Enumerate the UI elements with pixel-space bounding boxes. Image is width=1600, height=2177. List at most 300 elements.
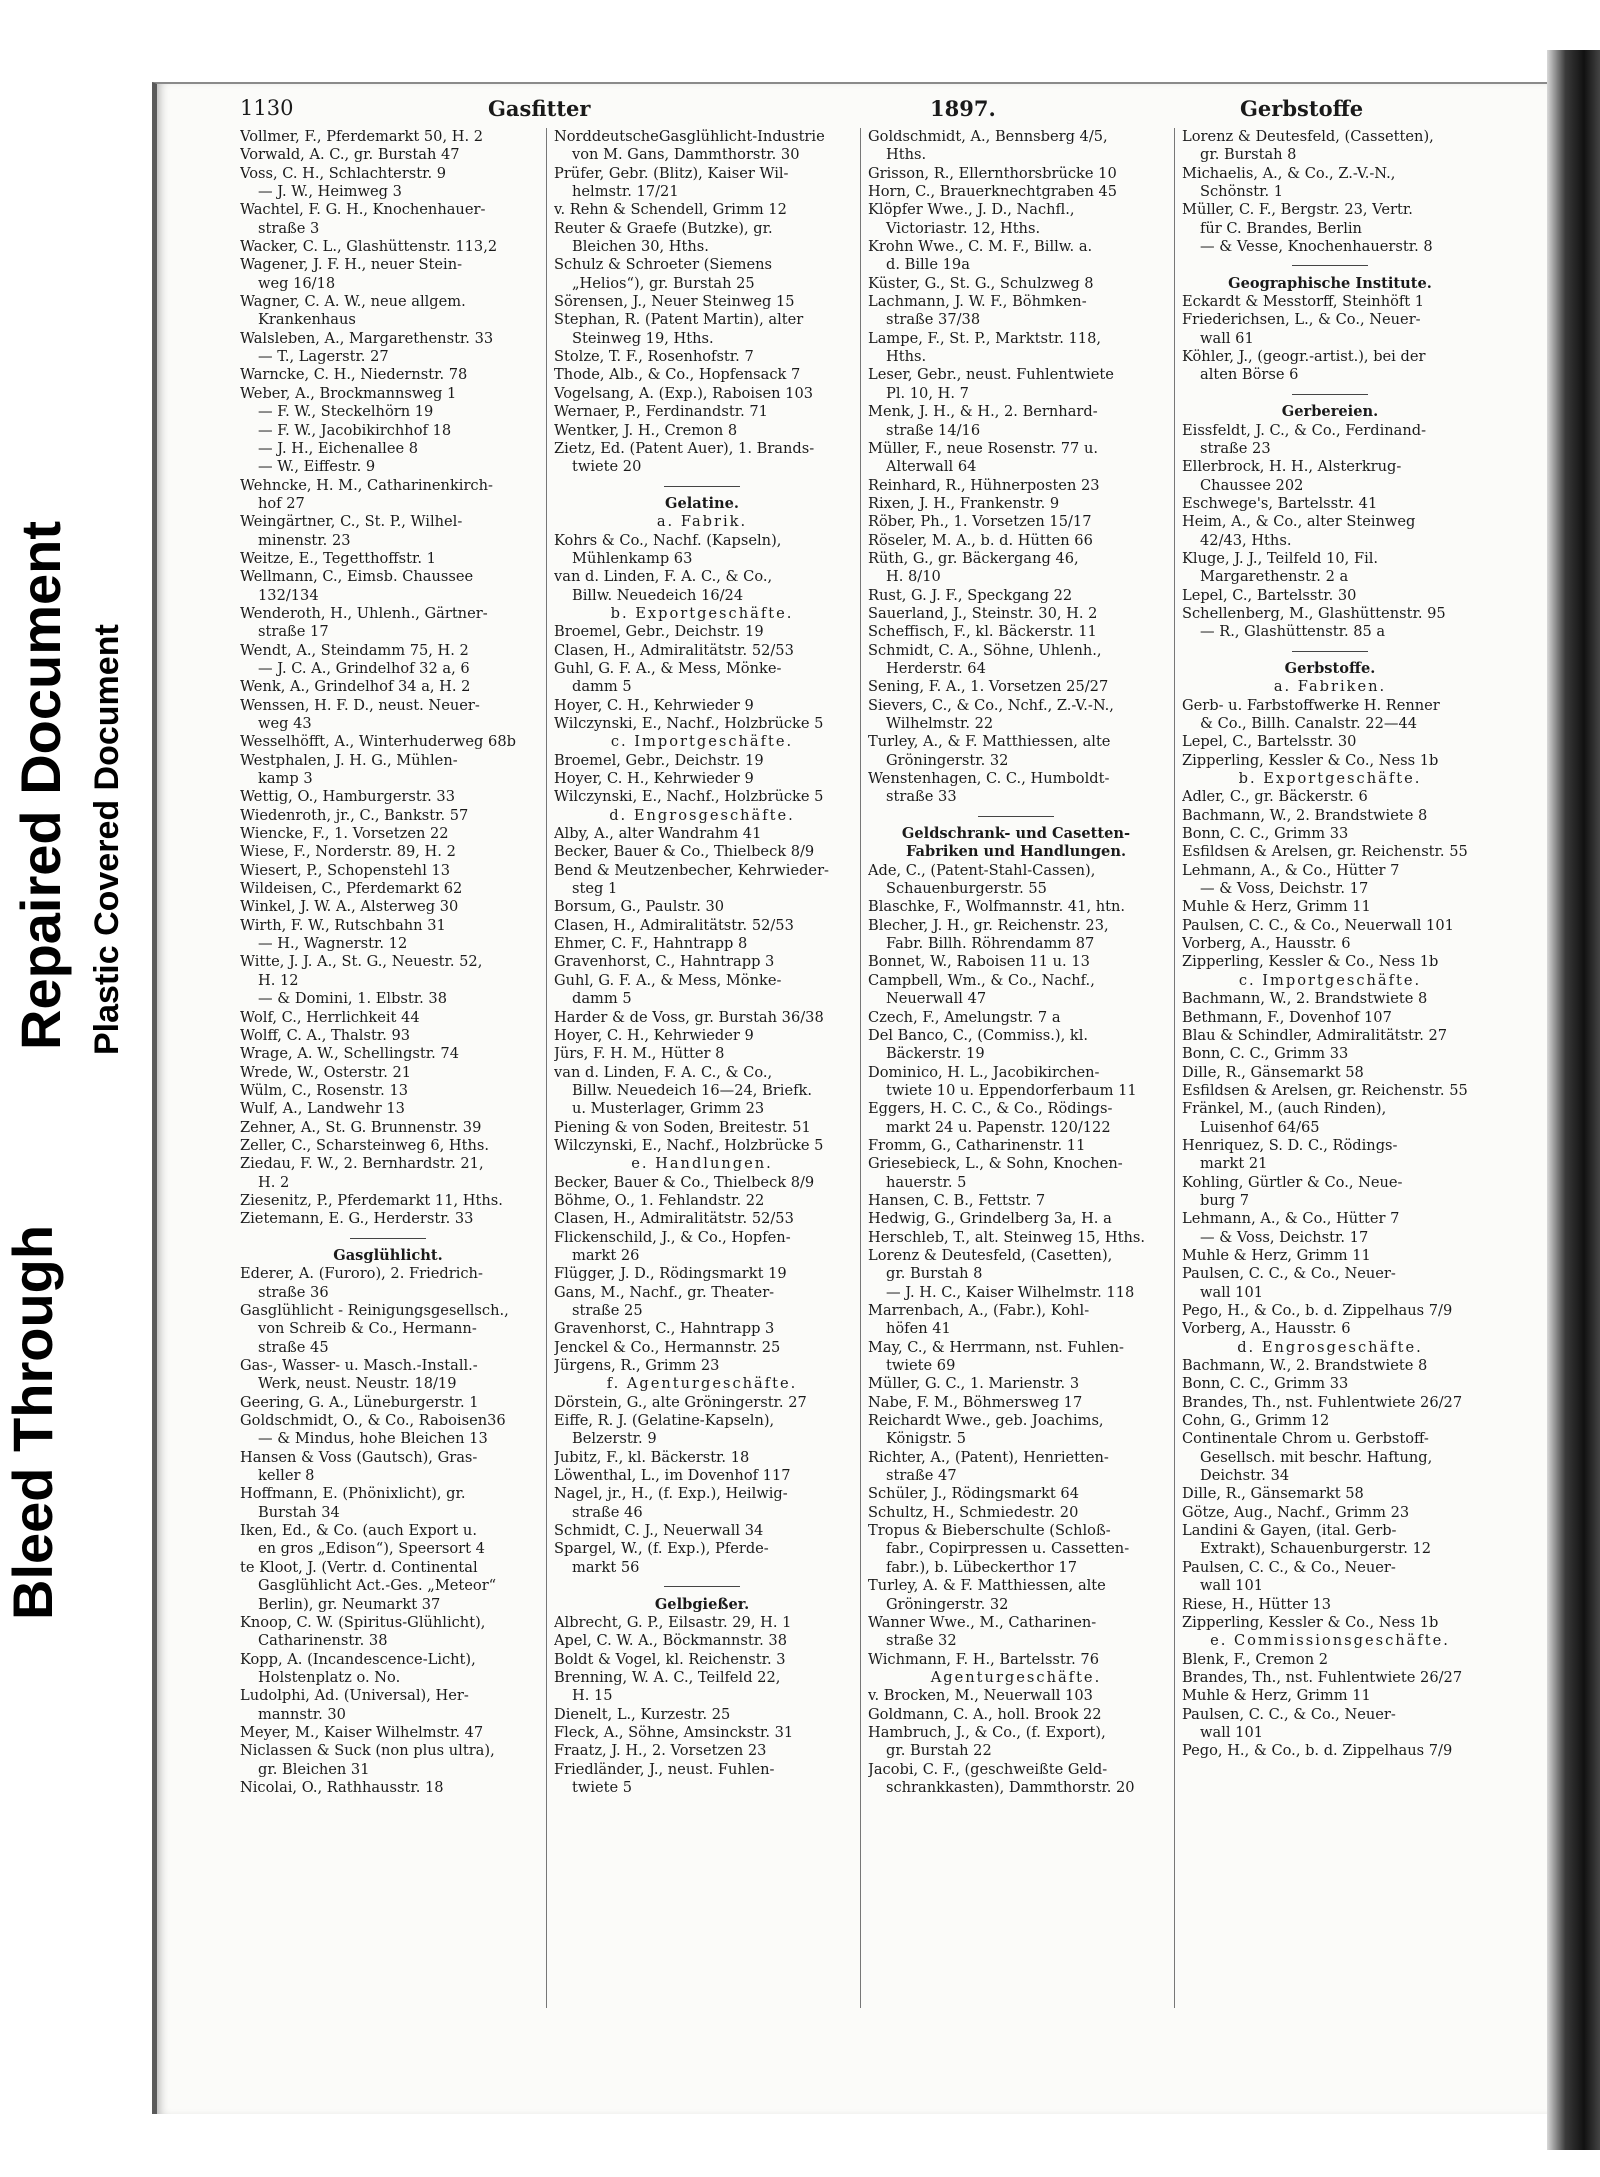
- entry-continuation: — W., Eiffestr. 9: [258, 458, 376, 476]
- section-divider: [554, 1577, 850, 1595]
- entry-continuation: Billw. Neuedeich 16/24: [572, 586, 744, 604]
- section-divider: [240, 1229, 536, 1247]
- directory-entry: Blecher, J. H., gr. Reichenstr. 23,: [868, 916, 1109, 934]
- entry-continuation: Deichstr. 34: [1200, 1467, 1290, 1485]
- directory-entry: Fromm, G., Catharinenstr. 11: [868, 1136, 1086, 1154]
- entry-continuation: hauerstr. 5: [886, 1173, 967, 1191]
- directory-entry: Landini & Gayen, (ital. Gerb-: [1182, 1522, 1397, 1540]
- directory-entry: Heim, A., & Co., alter Steinweg: [1182, 513, 1416, 531]
- directory-entry: Dörstein, G., alte Gröningerstr. 27: [554, 1393, 807, 1411]
- directory-entry: Lampe, F., St. P., Marktstr. 118,: [868, 329, 1101, 347]
- entry-continuation: — & Mindus, hohe Bleichen 13: [258, 1430, 488, 1448]
- entry-continuation: Neuerwall 47: [886, 990, 987, 1008]
- directory-entry: van d. Linden, F. A. C., & Co.,: [554, 1063, 773, 1081]
- entry-continuation: — & Domini, 1. Elbstr. 38: [258, 990, 447, 1008]
- directory-entry: Hoyer, C. H., Kehrwieder 9: [554, 696, 754, 714]
- subsection-heading: c. Importgeschäfte.: [1238, 971, 1422, 989]
- directory-entry: Campbell, Wm., & Co., Nachf.,: [868, 971, 1095, 989]
- entry-continuation: Wilhelmstr. 22: [886, 715, 994, 732]
- entry-continuation: Gröningerstr. 32: [886, 751, 1009, 769]
- directory-entry: Köhler, J., (geogr.-artist.), bei der: [1182, 348, 1426, 366]
- directory-entry: Ederer, A. (Furoro), 2. Friedrich-: [240, 1265, 483, 1283]
- directory-entry: Goldschmidt, A., Bennsberg 4/5,: [868, 128, 1108, 145]
- entry-continuation: Herderstr. 64: [886, 659, 986, 677]
- entry-continuation: für C. Brandes, Berlin: [1200, 219, 1362, 237]
- entry-continuation: Luisenhof 64/65: [1200, 1118, 1320, 1136]
- entry-continuation: straße 3: [258, 219, 320, 237]
- directory-entry: Friedländer, J., neust. Fuhlen-: [554, 1760, 775, 1778]
- directory-entry: Griesebieck, L., & Sohn, Knochen-: [868, 1155, 1123, 1173]
- entry-continuation: twiete 10 u. Eppendorferbaum 11: [886, 1081, 1137, 1099]
- directory-entry: Turley, A. & F. Matthiessen, alte: [868, 1577, 1106, 1595]
- entry-continuation: markt 21: [1200, 1155, 1268, 1173]
- directory-entry: Lehmann, A., & Co., Hütter 7: [1182, 1210, 1400, 1228]
- entry-continuation: Krankenhaus: [258, 311, 356, 329]
- directory-entry: Jacobi, C. F., (geschweißte Geld-: [868, 1760, 1108, 1778]
- directory-entry: Prüfer, Gebr. (Blitz), Kaiser Wil-: [554, 164, 789, 182]
- directory-entry: Röber, Ph., 1. Vorsetzen 15/17: [868, 513, 1092, 531]
- directory-entry: Adler, C., gr. Bäckerstr. 6: [1182, 788, 1368, 806]
- directory-entry: Esfildsen & Arelsen, gr. Reichenstr. 55: [1182, 1081, 1468, 1099]
- directory-entry: Wagner, C. A. W., neue allgem.: [240, 293, 466, 311]
- directory-entry: v. Rehn & Schendell, Grimm 12: [554, 201, 787, 219]
- directory-entry: Lachmann, J. W. F., Böhmken-: [868, 293, 1087, 311]
- directory-entry: Wrede, W., Osterstr. 21: [240, 1063, 412, 1081]
- directory-entry: Gravenhorst, C., Hahntrapp 3: [554, 1320, 775, 1338]
- directory-entry: Schmidt, C. J., Neuerwall 34: [554, 1522, 764, 1540]
- entry-continuation: & Co., Billh. Canalstr. 22—44: [1200, 715, 1418, 732]
- directory-entry: Gans, M., Nachf., gr. Theater-: [554, 1283, 775, 1301]
- directory-entry: Zipperling, Kessler & Co., Ness 1b: [1182, 1613, 1439, 1631]
- directory-entry: Zeller, C., Scharsteinweg 6, Hths.: [240, 1136, 490, 1154]
- directory-entry: Hambruch, J., & Co., (f. Export),: [868, 1723, 1106, 1741]
- directory-entry: Zipperling, Kessler & Co., Ness 1b: [1182, 953, 1439, 971]
- directory-entry: Hoyer, C. H., Kehrwieder 9: [554, 1026, 754, 1044]
- entry-continuation: höfen 41: [886, 1320, 951, 1338]
- entry-continuation: twiete 20: [572, 458, 642, 476]
- directory-entry: Lepel, C., Bartelsstr. 30: [1182, 586, 1357, 604]
- directory-entry: Marrenbach, A., (Fabr.), Kohl-: [868, 1302, 1090, 1319]
- directory-entry: Borsum, G., Paulstr. 30: [554, 898, 725, 916]
- entry-continuation: alten Börse 6: [1200, 366, 1299, 384]
- page-content: [152, 0, 1547, 2177]
- section-divider: [868, 807, 1164, 825]
- directory-entry: Blaschke, F., Wolfmannstr. 41, htn.: [868, 898, 1126, 916]
- header-year: 1897.: [930, 96, 996, 121]
- directory-entry: NorddeutscheGasglühlicht-Industrie: [554, 128, 825, 145]
- entry-continuation: weg 16/18: [258, 274, 336, 292]
- directory-entry: Flügger, J. D., Rödingsmarkt 19: [554, 1265, 787, 1283]
- entry-continuation: straße 33: [886, 788, 957, 806]
- directory-entry: Flickenschild, J., & Co., Hopfen-: [554, 1228, 791, 1246]
- entry-continuation: mannstr. 30: [258, 1705, 346, 1723]
- directory-entry: Witte, J. J. A., St. G., Neuestr. 52,: [240, 953, 483, 971]
- directory-entry: Löwenthal, L., im Dovenhof 117: [554, 1467, 791, 1485]
- directory-entry: Fränkel, M., (auch Rinden),: [1182, 1100, 1387, 1118]
- directory-entry: Kopp, A. (Incandescence-Licht),: [240, 1650, 476, 1668]
- directory-entry: Becker, Bauer & Co., Thielbeck 8/9: [554, 843, 815, 861]
- column-1: [240, 128, 536, 2018]
- directory-entry: Voss, C. H., Schlachterstr. 9: [240, 164, 447, 182]
- entry-continuation: straße 46: [572, 1503, 643, 1521]
- directory-entry: Fraatz, J. H., 2. Vorsetzen 23: [554, 1742, 767, 1760]
- directory-entry: Vorberg, A., Hausstr. 6: [1182, 935, 1351, 953]
- subsection-heading: c. Importgeschäfte.: [610, 733, 794, 751]
- section-divider: [554, 477, 850, 495]
- entry-continuation: — & Vesse, Knochenhauerstr. 8: [1200, 238, 1433, 256]
- directory-entry: Götze, Aug., Nachf., Grimm 23: [1182, 1503, 1410, 1521]
- directory-entry: Wülm, C., Rosenstr. 13: [240, 1081, 409, 1099]
- directory-entry: Hoffmann, E. (Phönixlicht), gr.: [240, 1485, 466, 1503]
- entry-continuation: damm 5: [572, 678, 632, 696]
- directory-entry: Broemel, Gebr., Deichstr. 19: [554, 623, 764, 641]
- directory-entry: Sievers, C., & Co., Nchf., Z.-V.-N.,: [868, 696, 1114, 714]
- subsection-heading: e. Handlungen.: [631, 1155, 773, 1173]
- directory-entry: Lehmann, A., & Co., Hütter 7: [1182, 861, 1400, 879]
- directory-entry: Nabe, F. M., Böhmersweg 17: [868, 1393, 1083, 1411]
- entry-continuation: wall 61: [1200, 329, 1254, 347]
- entry-continuation: helmstr. 17/21: [572, 183, 679, 201]
- entry-continuation: Fabr. Billh. Röhrendamm 87: [886, 935, 1095, 953]
- section-heading: Gerbstoffe.: [1284, 659, 1376, 677]
- entry-continuation: wall 101: [1200, 1577, 1264, 1595]
- subsection-heading: e. Commissionsgeschäfte.: [1210, 1632, 1450, 1650]
- entry-continuation: — H., Wagnerstr. 12: [258, 935, 408, 953]
- directory-entry: Bonn, C. C., Grimm 33: [1182, 825, 1349, 843]
- header-left-title: Gasfitter: [488, 96, 591, 121]
- directory-entry: Wanner Wwe., M., Catharinen-: [868, 1613, 1097, 1631]
- directory-entry: Geering, G. A., Lüneburgerstr. 1: [240, 1393, 479, 1411]
- directory-entry: Iken, Ed., & Co. (auch Export u.: [240, 1522, 477, 1540]
- entry-continuation: Burstah 34: [258, 1503, 340, 1521]
- directory-entry: Tropus & Bieberschulte (Schloß-: [868, 1522, 1111, 1540]
- directory-entry: Schulz & Schroeter (Siemens: [554, 256, 773, 274]
- entry-continuation: 132/134: [258, 586, 319, 604]
- directory-entry: Röseler, M. A., b. d. Hütten 66: [868, 531, 1093, 549]
- directory-entry: Wichmann, F. H., Bartelsstr. 76: [868, 1650, 1100, 1668]
- directory-entry: Clasen, H., Admiralitätstr. 52/53: [554, 641, 794, 659]
- section-heading: Gelatine.: [664, 494, 739, 512]
- directory-entry: Continentale Chrom u. Gerbstoff-: [1182, 1430, 1429, 1448]
- directory-entry: Wilczynski, E., Nachf., Holzbrücke 5: [554, 715, 824, 732]
- directory-entry: Del Banco, C., (Commiss.), kl.: [868, 1026, 1088, 1044]
- entry-continuation: straße 37/38: [886, 311, 981, 329]
- directory-entry: Bachmann, W., 2. Brandstwiete 8: [1182, 806, 1428, 824]
- entry-continuation: — J. W., Heimweg 3: [258, 183, 402, 201]
- entry-continuation: damm 5: [572, 990, 632, 1008]
- entry-continuation: fabr.), b. Lübeckerthor 17: [886, 1558, 1077, 1576]
- directory-entry: Wilczynski, E., Nachf., Holzbrücke 5: [554, 788, 824, 806]
- directory-entry: Jubitz, F., kl. Bäckerstr. 18: [554, 1448, 750, 1466]
- section-heading: Geographische Institute.: [1228, 274, 1432, 292]
- directory-entry: Schultz, H., Schmiedestr. 20: [868, 1503, 1079, 1521]
- directory-entry: Scheffisch, F., kl. Bäckerstr. 11: [868, 623, 1097, 641]
- section-heading: Gelbgießer.: [654, 1595, 750, 1613]
- directory-entry: Ehmer, C. F., Hahntrapp 8: [554, 935, 748, 953]
- entry-continuation: steg 1: [572, 880, 618, 898]
- page-number: 1130: [240, 96, 294, 120]
- entry-continuation: Mühlenkamp 63: [572, 549, 693, 567]
- entry-continuation: kamp 3: [258, 770, 313, 788]
- directory-entry: Wachtel, F. G. H., Knochenhauer-: [240, 201, 486, 219]
- directory-entry: Paulsen, C. C., & Co., Neuer-: [1182, 1705, 1396, 1723]
- directory-entry: Jenckel & Co., Hermannstr. 25: [554, 1338, 781, 1356]
- directory-entry: Goldschmidt, O., & Co., Raboisen36: [240, 1412, 506, 1430]
- directory-entry: Fleck, A., Söhne, Amsinckstr. 31: [554, 1723, 794, 1741]
- directory-entry: Weitze, E., Tegetthoffstr. 1: [240, 549, 436, 567]
- directory-entry: Michaelis, A., & Co., Z.-V.-N.,: [1182, 164, 1396, 182]
- entry-continuation: straße 14/16: [886, 421, 981, 439]
- entry-continuation: von M. Gans, Dammthorstr. 30: [572, 146, 800, 164]
- directory-entry: Horn, C., Brauerknechtgraben 45: [868, 183, 1118, 201]
- directory-entry: Jürs, F. H. M., Hütter 8: [554, 1045, 725, 1063]
- directory-entry: Wendt, A., Steindamm 75, H. 2: [240, 641, 469, 659]
- subsection-heading: d. Engrosgeschäfte.: [1237, 1338, 1423, 1356]
- column-divider: [1174, 128, 1175, 2008]
- directory-entry: Friederichsen, L., & Co., Neuer-: [1182, 311, 1421, 329]
- entry-continuation: straße 25: [572, 1302, 643, 1319]
- entry-continuation: Schauenburgerstr. 55: [886, 880, 1047, 898]
- directory-entry: Küster, G., St. G., Schulzweg 8: [868, 274, 1094, 292]
- directory-entry: Blau & Schindler, Admiralitätstr. 27: [1182, 1026, 1448, 1044]
- entry-continuation: straße 17: [258, 623, 329, 641]
- directory-entry: Kohrs & Co., Nachf. (Kapseln),: [554, 531, 782, 549]
- directory-entry: Herschleb, T., alt. Steinweg 15, Hths.: [868, 1228, 1145, 1246]
- entry-continuation: Königstr. 5: [886, 1430, 966, 1448]
- section-divider: [1182, 256, 1478, 274]
- directory-entry: Eckardt & Messtorff, Steinhöft 1: [1182, 293, 1425, 311]
- directory-entry: Wirth, F. W., Rutschbahn 31: [240, 916, 446, 934]
- directory-entry: Müller, G. C., 1. Marienstr. 3: [868, 1375, 1080, 1393]
- directory-entry: Wellmann, C., Eimsb. Chaussee: [240, 568, 474, 586]
- directory-entry: Hoyer, C. H., Kehrwieder 9: [554, 770, 754, 788]
- subsection-heading: a. Fabrik.: [656, 513, 748, 531]
- entry-continuation: straße 32: [886, 1632, 957, 1650]
- directory-entry: Ellerbrock, H. H., Alsterkrug-: [1182, 458, 1402, 476]
- entry-continuation: „Helios“), gr. Burstah 25: [572, 274, 755, 292]
- directory-entry: Czech, F., Amelungstr. 7 a: [868, 1008, 1061, 1026]
- directory-entry: Leser, Gebr., neust. Fuhlentwiete: [868, 366, 1114, 384]
- entry-continuation: keller 8: [258, 1467, 315, 1485]
- directory-entry: Bethmann, F., Dovenhof 107: [1182, 1008, 1392, 1026]
- directory-entry: Esfildsen & Arelsen, gr. Reichenstr. 55: [1182, 843, 1468, 861]
- entry-continuation: Steinweg 19, Hths.: [572, 329, 714, 347]
- directory-entry: Piening & von Soden, Breitestr. 51: [554, 1118, 811, 1136]
- directory-entry: Bonnet, W., Raboisen 11 u. 13: [868, 953, 1090, 971]
- entry-continuation: Victoriastr. 12, Hths.: [886, 219, 1041, 237]
- directory-entry: Thode, Alb., & Co., Hopfensack 7: [554, 366, 801, 384]
- entry-continuation: — J. H. C., Kaiser Wilhelmstr. 118: [886, 1283, 1135, 1301]
- entry-continuation: Billw. Neuedeich 16—24, Briefk.: [572, 1081, 812, 1099]
- entry-continuation: H. 15: [572, 1687, 613, 1705]
- directory-entry: Stolze, T. F., Rosenhofstr. 7: [554, 348, 754, 366]
- directory-entry: Walsleben, A., Margarethenstr. 33: [240, 329, 494, 347]
- directory-entry: Guhl, G. F. A., & Mess, Mönke-: [554, 971, 782, 989]
- directory-entry: Rüth, G., gr. Bäckergang 46,: [868, 549, 1079, 567]
- column-3: [868, 128, 1164, 2018]
- directory-entry: Broemel, Gebr., Deichstr. 19: [554, 751, 764, 769]
- directory-entry: Zietemann, E. G., Herderstr. 33: [240, 1210, 474, 1228]
- directory-entry: Wulf, A., Landwehr 13: [240, 1100, 405, 1118]
- entry-continuation: — J. C. A., Grindelhof 32 a, 6: [258, 659, 470, 677]
- directory-entry: Vorberg, A., Hausstr. 6: [1182, 1320, 1351, 1338]
- directory-entry: Gerb- u. Farbstoffwerke H. Renner: [1182, 696, 1440, 714]
- entry-continuation: gr. Burstah 8: [1200, 146, 1297, 164]
- column-divider: [546, 128, 547, 2008]
- entry-continuation: gr. Burstah 8: [886, 1265, 983, 1283]
- column-2: [554, 128, 850, 2018]
- subsection-heading: Agenturgeschäfte.: [930, 1668, 1102, 1686]
- entry-continuation: H. 2: [258, 1173, 290, 1191]
- entry-continuation: Hths.: [886, 146, 927, 164]
- directory-entry: Rust, G. J. F., Speckgang 22: [868, 586, 1073, 604]
- section-heading: Geldschrank- und Casetten-: [901, 825, 1131, 843]
- entry-continuation: straße 47: [886, 1467, 957, 1485]
- subsection-heading: b. Exportgeschäfte.: [1238, 770, 1422, 788]
- directory-entry: Westphalen, J. H. G., Mühlen-: [240, 751, 458, 769]
- directory-entry: Muhle & Herz, Grimm 11: [1182, 1246, 1371, 1264]
- directory-entry: Rixen, J. H., Frankenstr. 9: [868, 494, 1060, 512]
- directory-entry: Wolff, C. A., Thalstr. 93: [240, 1026, 411, 1044]
- directory-entry: Wernaer, P., Ferdinandstr. 71: [554, 403, 768, 421]
- directory-entry: Gas-, Wasser- u. Masch.-Install.-: [240, 1357, 478, 1375]
- directory-entry: Paulsen, C. C., & Co., Neuer-: [1182, 1558, 1396, 1576]
- directory-entry: Stephan, R. (Patent Martin), alter: [554, 311, 804, 329]
- directory-entry: Bonn, C. C., Grimm 33: [1182, 1375, 1349, 1393]
- directory-entry: Wentker, J. H., Cremon 8: [554, 421, 738, 439]
- directory-entry: Kluge, J. J., Teilfeld 10, Fil.: [1182, 549, 1379, 567]
- directory-entry: Blenk, F., Cremon 2: [1182, 1650, 1329, 1668]
- entry-continuation: — F. W., Steckelhörn 19: [258, 403, 434, 421]
- directory-entry: Dienelt, L., Kurzestr. 25: [554, 1705, 731, 1723]
- entry-continuation: — & Voss, Deichstr. 17: [1200, 880, 1369, 898]
- directory-entry: Wiese, F., Norderstr. 89, H. 2: [240, 843, 456, 861]
- directory-entry: Wettig, O., Hamburgerstr. 33: [240, 788, 455, 806]
- directory-entry: Albrecht, G. P., Eilsastr. 29, H. 1: [554, 1613, 792, 1631]
- directory-entry: Turley, A., & F. Matthiessen, alte: [868, 733, 1111, 751]
- directory-entry: Warncke, C. H., Niedernstr. 78: [240, 366, 468, 384]
- entry-continuation: straße 23: [1200, 439, 1271, 457]
- directory-entry: Ziesenitz, P., Pferdemarkt 11, Hths.: [240, 1191, 503, 1209]
- directory-entry: Muhle & Herz, Grimm 11: [1182, 898, 1371, 916]
- column-4: [1182, 128, 1478, 2018]
- directory-entry: Lorenz & Deutesfeld, (Cassetten),: [1182, 128, 1434, 145]
- directory-entry: Lepel, C., Bartelsstr. 30: [1182, 733, 1357, 751]
- entry-continuation: Chaussee 202: [1200, 476, 1304, 494]
- entry-continuation: Alterwall 64: [886, 458, 977, 476]
- directory-entry: Jürgens, R., Grimm 23: [554, 1357, 720, 1375]
- directory-entry: Clasen, H., Admiralitätstr. 52/53: [554, 916, 794, 934]
- directory-entry: Spargel, W., (f. Exp.), Pferde-: [554, 1540, 769, 1558]
- directory-entry: Wehncke, H. M., Catharinenkirch-: [240, 476, 493, 494]
- directory-entry: Menk, J. H., & H., 2. Bernhard-: [868, 403, 1098, 421]
- entry-continuation: Belzerstr. 9: [572, 1430, 657, 1448]
- directory-entry: Meyer, M., Kaiser Wilhelmstr. 47: [240, 1723, 484, 1741]
- directory-entry: Hansen, C. B., Fettstr. 7: [868, 1191, 1046, 1209]
- directory-entry: Böhme, O., 1. Fehlandstr. 22: [554, 1191, 765, 1209]
- entry-continuation: twiete 69: [886, 1357, 956, 1375]
- section-divider: [1182, 385, 1478, 403]
- directory-entry: Niclassen & Suck (non plus ultra),: [240, 1742, 495, 1760]
- entry-continuation: H. 8/10: [886, 568, 941, 586]
- directory-entry: Eggers, H. C. C., & Co., Rödings-: [868, 1100, 1113, 1118]
- running-header: [240, 96, 1470, 130]
- subsection-heading: f. Agenturgeschäfte.: [606, 1375, 798, 1393]
- directory-entry: Sening, F. A., 1. Vorsetzen 25/27: [868, 678, 1109, 696]
- directory-entry: Klöpfer Wwe., J. D., Nachfl.,: [868, 201, 1075, 219]
- directory-entry: Gasglühlicht - Reinigungsgesellsch.,: [240, 1302, 509, 1319]
- directory-entry: Brandes, Th., nst. Fuhlentwiete 26/27: [1182, 1668, 1463, 1686]
- entry-continuation: wall 101: [1200, 1723, 1264, 1741]
- directory-entry: Boldt & Vogel, kl. Reichenstr. 3: [554, 1650, 786, 1668]
- header-right-title: Gerbstoffe: [1240, 96, 1364, 121]
- directory-entry: Cohn, G., Grimm 12: [1182, 1412, 1330, 1430]
- directory-entry: Wacker, C. L., Glashüttenstr. 113,2: [240, 238, 498, 256]
- directory-entry: Zietz, Ed. (Patent Auer), 1. Brands-: [554, 439, 815, 457]
- directory-entry: van d. Linden, F. A. C., & Co.,: [554, 568, 773, 586]
- directory-entry: May, C., & Herrmann, nst. Fuhlen-: [868, 1338, 1124, 1356]
- section-heading: Gasglühlicht.: [333, 1246, 443, 1264]
- entry-continuation: Gasglühlicht Act.-Ges. „Meteor“: [258, 1577, 497, 1595]
- directory-entry: Ziedau, F. W., 2. Bernhardstr. 21,: [240, 1155, 484, 1173]
- bleed-through-label: Bleed Through: [1, 1224, 64, 1620]
- entry-continuation: d. Bille 19a: [886, 256, 970, 274]
- entry-continuation: — & Voss, Deichstr. 17: [1200, 1228, 1369, 1246]
- directory-entry: Wiesert, P., Schopenstehl 13: [240, 861, 451, 879]
- directory-entry: Winkel, J. W. A., Alsterweg 30: [240, 898, 459, 916]
- entry-continuation: Margarethenstr. 2 a: [1200, 568, 1349, 586]
- directory-entry: Apel, C. W. A., Böckmannstr. 38: [554, 1632, 788, 1650]
- directory-entry: Zehner, A., St. G. Brunnenstr. 39: [240, 1118, 482, 1136]
- directory-entry: Wenstenhagen, C. C., Humboldt-: [868, 770, 1110, 788]
- directory-entry: Eiffe, R. J. (Gelatine-Kapseln),: [554, 1412, 775, 1430]
- directory-entry: Eschwege's, Bartelsstr. 41: [1182, 494, 1378, 512]
- subsection-heading: a. Fabriken.: [1273, 678, 1387, 696]
- scan-condition-labels: [0, 0, 150, 2177]
- entry-continuation: Pl. 10, H. 7: [886, 384, 969, 402]
- directory-entry: Muhle & Herz, Grimm 11: [1182, 1687, 1371, 1705]
- directory-entry: Vorwald, A. C., gr. Burstah 47: [240, 146, 460, 164]
- entry-continuation: straße 36: [258, 1283, 329, 1301]
- directory-entry: Sauerland, J., Steinstr. 30, H. 2: [868, 604, 1098, 622]
- directory-entry: Knoop, C. W. (Spiritus-Glühlicht),: [240, 1613, 486, 1631]
- directory-entry: te Kloot, J. (Vertr. d. Continental: [240, 1558, 478, 1576]
- directory-entry: Lorenz & Deutesfeld, (Casetten),: [868, 1246, 1113, 1264]
- directory-entry: Ade, C., (Patent-Stahl-Cassen),: [868, 861, 1096, 879]
- entry-continuation: Bleichen 30, Hths.: [572, 238, 709, 256]
- directory-entry: Becker, Bauer & Co., Thielbeck 8/9: [554, 1173, 815, 1191]
- directory-entry: Harder & de Voss, gr. Burstah 36/38: [554, 1008, 824, 1026]
- entry-continuation: — T., Lagerstr. 27: [258, 348, 389, 366]
- entry-continuation: hof 27: [258, 494, 305, 512]
- directory-entry: Ludolphi, Ad. (Universal), Her-: [240, 1687, 469, 1705]
- entry-continuation: markt 56: [572, 1558, 640, 1576]
- directory-entry: Riese, H., Hütter 13: [1182, 1595, 1332, 1613]
- section-heading: Fabriken und Handlungen.: [905, 843, 1127, 861]
- directory-entry: Dille, R., Gänsemarkt 58: [1182, 1485, 1364, 1503]
- directory-entry: Vollmer, F., Pferdemarkt 50, H. 2: [240, 128, 484, 145]
- entry-continuation: straße 45: [258, 1338, 329, 1356]
- section-divider: [1182, 642, 1478, 660]
- entry-continuation: Gröningerstr. 32: [886, 1595, 1009, 1613]
- directory-entry: Müller, C. F., Bergstr. 23, Vertr.: [1182, 201, 1413, 219]
- directory-entry: Weber, A., Brockmannsweg 1: [240, 384, 457, 402]
- directory-entry: Bend & Meutzenbecher, Kehrwieder-: [554, 861, 829, 879]
- directory-entry: Bachmann, W., 2. Brandstwiete 8: [1182, 1357, 1428, 1375]
- directory-entry: Hansen & Voss (Gautsch), Gras-: [240, 1448, 478, 1466]
- entry-continuation: Catharinenstr. 38: [258, 1632, 388, 1650]
- directory-entry: Schellenberg, M., Glashüttenstr. 95: [1182, 604, 1446, 622]
